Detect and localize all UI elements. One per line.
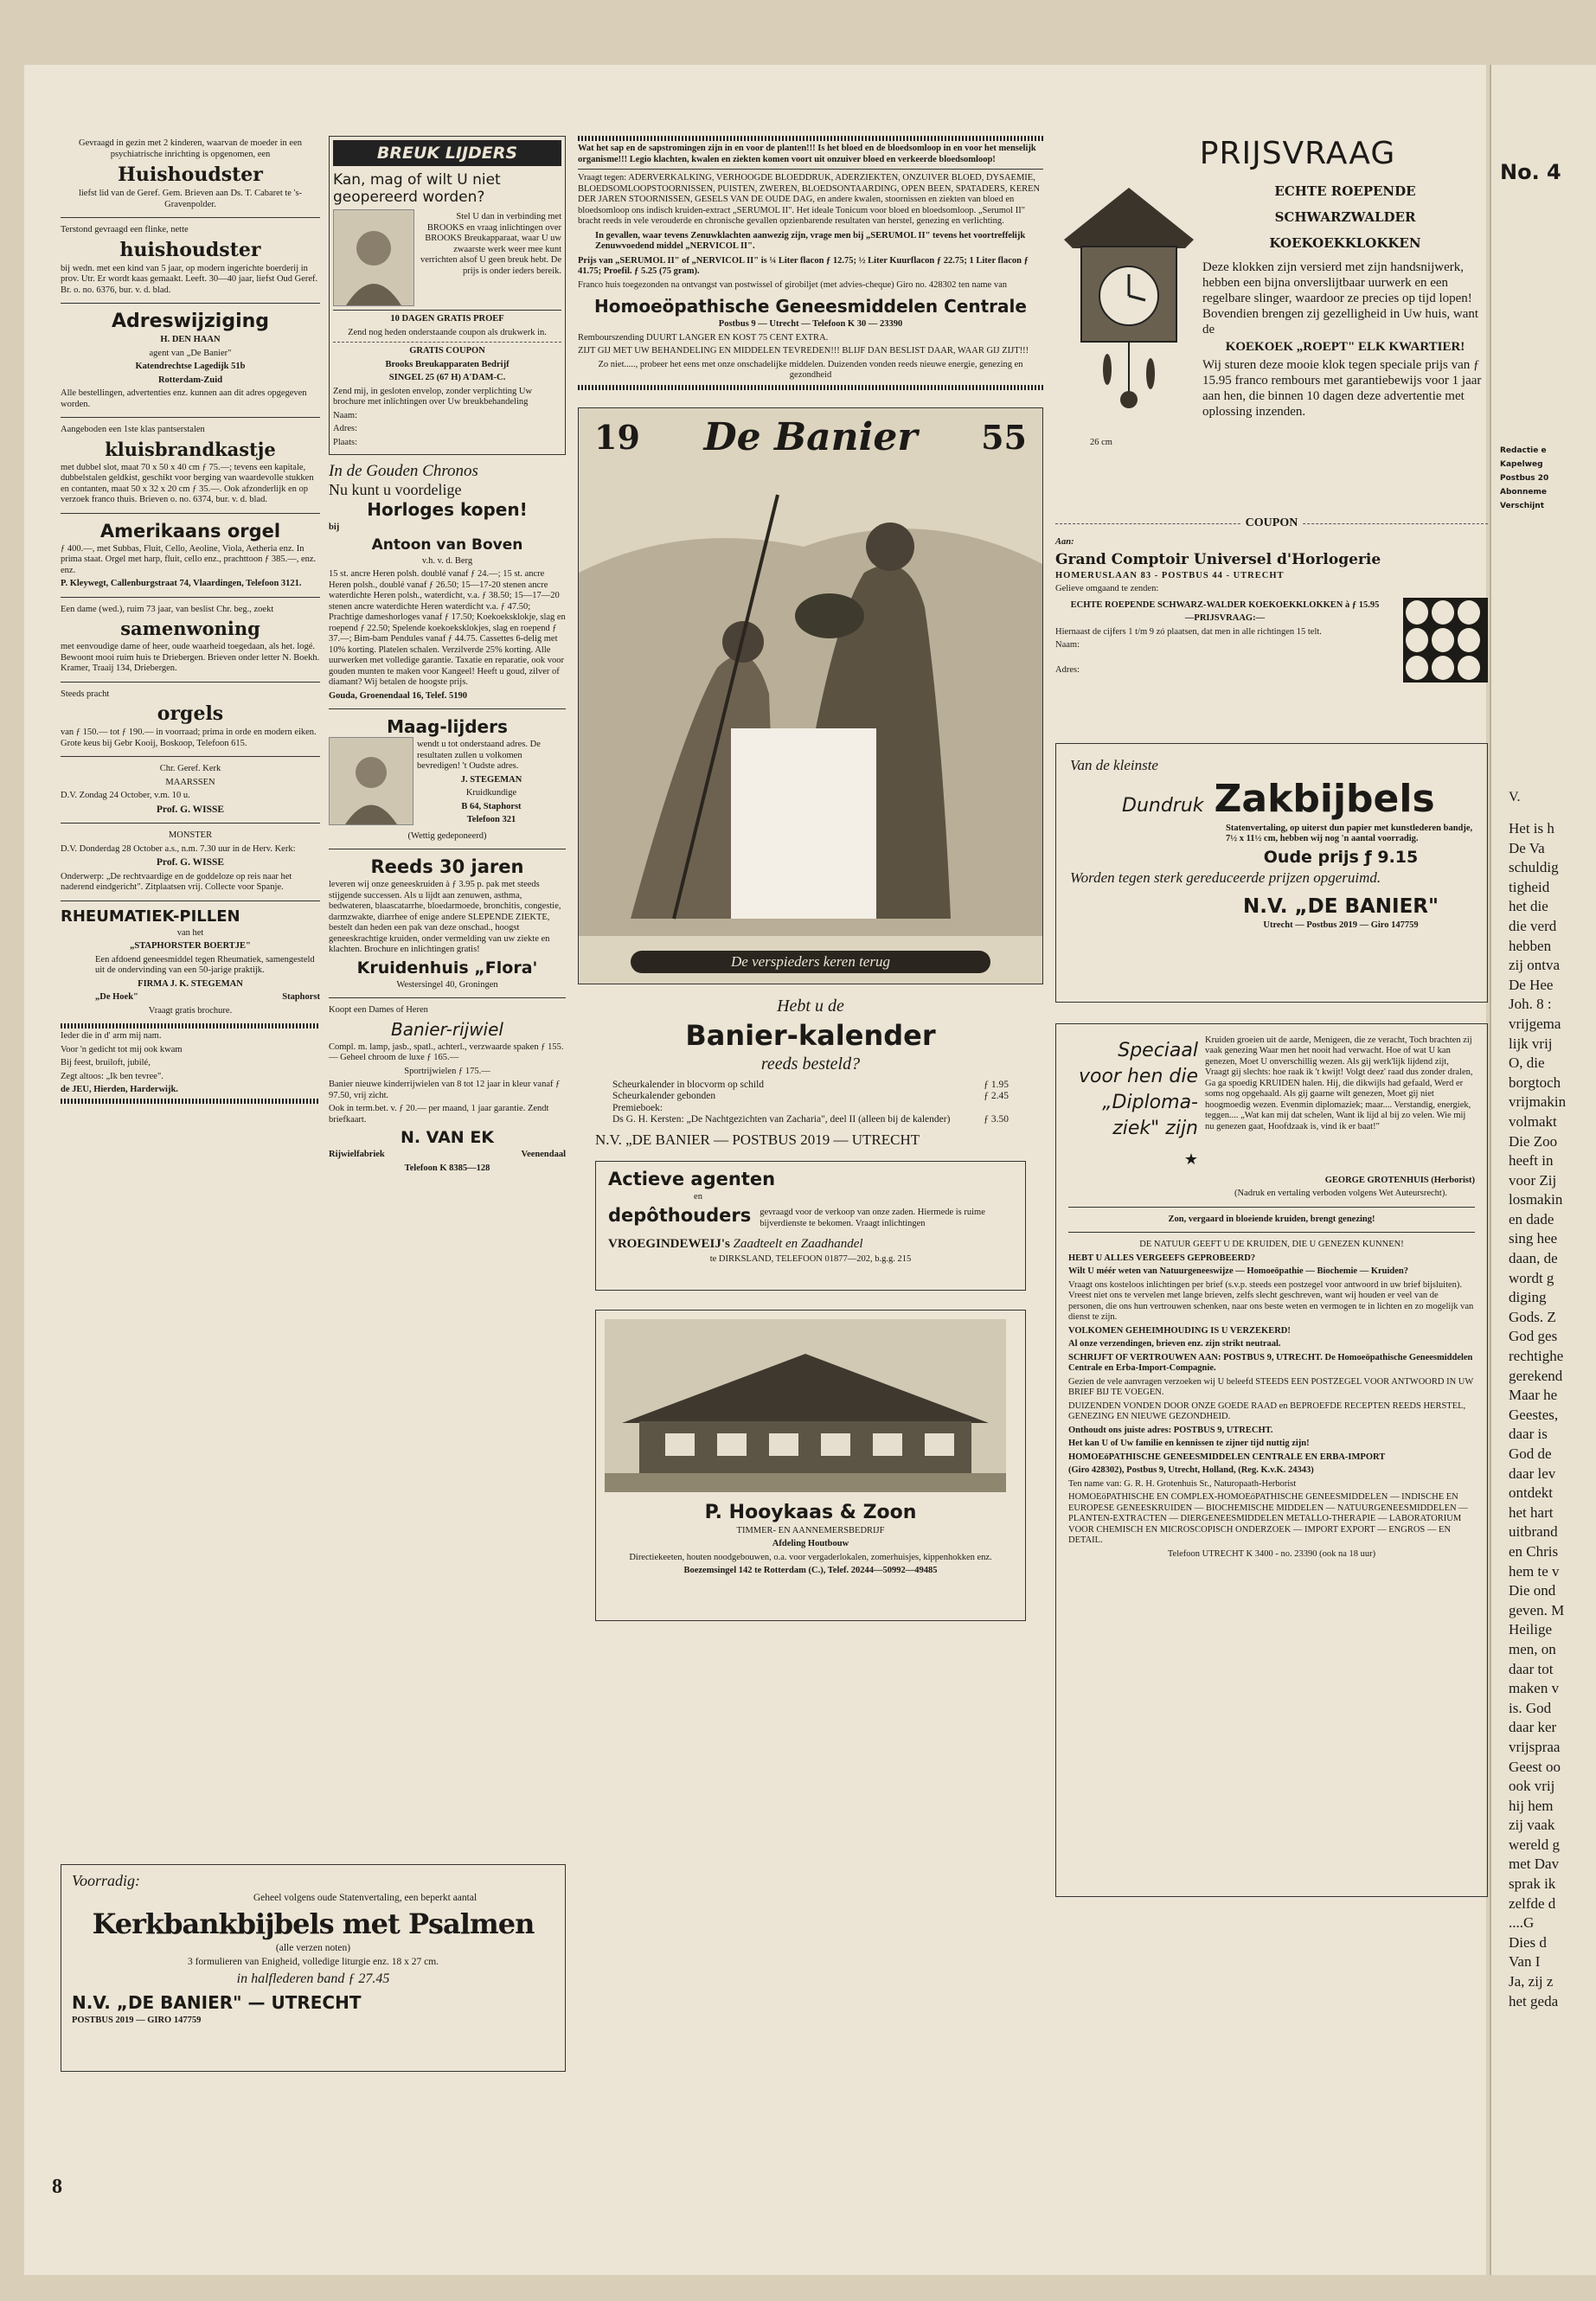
speciaal-duizenden: DUIZENDEN VONDEN DOOR ONZE GOEDE RAAD en BEPROEFDE RECEPTEN REEDS HERSTEL, GENEZING EN NIEUWE GEZONDHEID. [1068, 1400, 1466, 1421]
poem-line-4: Zegt altoos: „Ik ben tevree". [61, 1071, 163, 1081]
chronos-ad [329, 462, 566, 702]
huis2-title: huishoudster [119, 238, 261, 261]
maag-tel: Telefoon 321 [466, 815, 516, 824]
prijsvraag-coupon: COUPON [1240, 516, 1304, 530]
agenten-ad [595, 1161, 1026, 1291]
chronos-head: Horloges kopen! [367, 499, 528, 520]
breuk-coupon-text: Zend mij, in gesloten envelop, zonder verplichting Uw brochure met inlichtingen over Uw breukbehandeling [333, 386, 533, 407]
voorradig-band: in halflederen band ƒ 27.45 [236, 1971, 390, 1986]
spies-illustration-icon [579, 469, 1042, 936]
breuk-proef: 10 DAGEN GRATIS PROEF [390, 314, 504, 324]
serumol-text: Vraagt tegen: ADERVERKALKING, VERHOOGDE BLOEDDRUK, ADERZIEKTEN, ONZUIVER BLOED, DYSAEMIE, BLOEDSOMLOOPSTOORNISSEN, PUISTEN, ZWEREN, BLOEDSONTAARDING, OPEN BEEN, SPATADERS, KEREN DER JAREN STOORNISSEN, GESELS VAN DE OUDE DAG, en andere kwalen, stoornissen en ziekten van bloed en bloedsomloop ons indisch kruiden-extract „SERUMOL II". Het ideale Tonicum voor bloed en bloedsomloop. „Serumol II" bracht reeds in vele verouderde en chronische gevallen opzienbarende resultaten van herstel, genezing en verlichting. [578, 173, 1041, 226]
rijwiel-intro: Koopt een Dames of Heren [329, 1005, 428, 1015]
kerk-date: D.V. Zondag 24 October, v.m. 10 u. [61, 791, 190, 800]
banier-kalender: Banier-kalender [685, 1018, 936, 1052]
next-page-line: tigheid [1509, 878, 1550, 895]
column-right [1055, 136, 1488, 1897]
rheu-firm: FIRMA J. K. STEGEMAN [138, 978, 243, 989]
next-page-line: vrijgema [1509, 1015, 1561, 1032]
speciaal-poem: Kruiden groeien uit de aarde, Menigeen, die ze veracht, Toch brachten zij vaak genezing Waar men het nooit had verwacht. Hoe of wat U kan genezen, Moet U onverschillig wezen. Als gij werk'lijk lijdend zijt, Vraagt gij slechts: hoe raak ik 't kwijt! Volgt deez' raad dus zonder dralen, Ga ga spoedig KRUIDEN halen. Hij, die dikwijls had gefaald, Werd er soms nog opgehaald. Als gij gaarne wilt genezen, Moet gij niet hoogmoedig wezen. Evenmin diplomaziek; maar.... Verstandig, energiek, teggen.... „Wat kan mij dat schelen, Want ik lijd al bij zo velen. Wie mij nu genezen gaat, Hoofdzaak is, vind ik er baat!" [1205, 1035, 1473, 1131]
orgel-title: Amerikaans orgel [99, 520, 281, 542]
next-page-line: De Va [1509, 839, 1545, 856]
speciaal-gezien: Gezien de vele aanvragen verzoeken wij U beleefd STEEDS EEN POSTZEGEL VOOR ANTWOORD IN UW BRIEF BIJ TE VOEGEN. [1068, 1376, 1474, 1397]
samen-title: samenwoning [120, 618, 260, 639]
kluis-intro: Aangeboden een 1ste klas pantserstalen [61, 425, 205, 434]
serumol-price: Prijs van „SERUMOL II" of „NERVICOL II" is ¼ Liter flacon ƒ 12.75; ½ Liter Kuurflacon ƒ 22.75; 1 Liter flacon ƒ 41.75; Proefil. ƒ 5.25 (75 gram). [578, 255, 1029, 276]
next-page-line: voor Zij [1509, 1171, 1557, 1189]
rheu-sub: van het [176, 927, 204, 938]
next-page-postbus: Postbus 20 [1500, 474, 1549, 483]
chronos-name: Antoon van Boven [371, 535, 523, 554]
poem-line-3: Bij feest, bruiloft, jubilé, [61, 1058, 151, 1067]
rheu-place: Staphorst [282, 992, 320, 1002]
hooykaas-name: P. Hooykaas & Zoon [704, 1501, 917, 1523]
speciaal-zon: Zon, vergaard in bloeiende kruiden, brengt genezing! [1168, 1214, 1375, 1224]
kluis-text: met dubbel slot, maat 70 x 50 x 40 cm ƒ 75.—; tevens een kapitale, dubbelstalen geldkist, geschikt voor berging van waardevolle stukken en contanten, maat 50 x 32 x 20 cm ƒ 35.—. Ook afzonderlijk en op verzoek franco thuis. Brieven o. no. 6374, bur. v. d. blad. [61, 462, 314, 504]
next-page-line: Maar he [1509, 1387, 1558, 1404]
chronos-title: In de Gouden Chronos [329, 462, 478, 480]
next-page-line: zij ontva [1509, 957, 1561, 974]
next-page-edge [1490, 65, 1596, 2275]
agenten-addr: te DIRKSLAND, TELEFOON 01877—202, b.g.g. 215 [709, 1254, 912, 1264]
breuk-text: Stel U dan in verbinding met BROOKS en vraag inlichtingen over BROOKS Breukapparaat, waar U uw zwaarste werk weer mee kunt verrichten alsof U geen breuk hebt. De prijs is onder ieders bereik. [420, 212, 561, 276]
rheu-title: RHEUMATIEK-PILLEN [61, 907, 240, 926]
next-page-line: het geda [1509, 1992, 1559, 2009]
next-page-line: het hart [1509, 1503, 1554, 1521]
huis2-intro: Terstond gevraagd een flinke, nette [61, 225, 189, 234]
prijsvraag-ad [1055, 136, 1488, 603]
zakbijbels-worden: Worden tegen sterk gereduceerde prijzen opgeruimd. [1070, 868, 1381, 886]
next-page-line: Gods. Z [1509, 1308, 1556, 1325]
next-page-line: heeft in [1509, 1152, 1554, 1170]
prijsvraag-gelieve: Gelieve omgaand te zenden: [1055, 584, 1159, 593]
column-classifieds [61, 136, 320, 1104]
rijwiel-text1: Compl. m. lamp, jasb., spatl., achterl., verzwaarde spaken ƒ 155.— Geheel chroom de luxe ƒ 165.— [329, 1042, 564, 1062]
prijsvraag-firm: Grand Comptoir Universel d'Horlogerie [1055, 550, 1381, 568]
prijsvraag-adres: Adres: [1055, 664, 1080, 675]
hooykaas-text: Directiekeeten, houten noodgebouwen, o.a. voor vergaderlokalen, zomerhuisjes, kippenhokken enz. [629, 1552, 992, 1562]
prijsvraag-text1: Deze klokken zijn versierd met zijn handsnijwerk, hebben een bijna onverslijtbaar uurwerk en een regelbare slinger, waardoor ze precies op tijd lopen! Bovendien brengen zij gezelligheid in Uw huis, want de [1202, 260, 1479, 336]
agenten-firm: VROEGINDEWEIJ's [608, 1237, 730, 1251]
speciaal-left3: „Diploma- [1102, 1091, 1198, 1113]
banier-masthead: De Banier [703, 414, 918, 459]
kerk-prof2: Prof. G. WISSE [156, 857, 225, 868]
voorradig-text: Geheel volgens oude Statenvertaling, een beperkt aantal [253, 1893, 478, 1903]
speciaal-alonze: Al onze verzendingen, brieven enz. zijn strikt neutraal. [1068, 1339, 1281, 1349]
reeds-title: Reeds 30 jaren [370, 856, 524, 877]
next-page-line: daar is [1509, 1426, 1548, 1443]
rheu-firm2: „De Hoek" [95, 992, 138, 1002]
banier-item1: Scheurkalender in blocvorm op schild [612, 1079, 765, 1090]
prijsvraag-item-price: à ƒ 15.95 [1345, 599, 1380, 610]
next-page-line: daar ker [1509, 1719, 1557, 1736]
next-page-line: en dade [1509, 1210, 1554, 1227]
orgel-text: ƒ 400.—, met Subbas, Fluit, Cello, Aeoline, Viola, Aetheria enz. In prima staat. Orgel met harp, fluit, cello enz., prachttoon ƒ 385.—, enz. enz. [61, 543, 317, 575]
breuk-ad [329, 136, 566, 455]
speciaal-onthoudt: Onthoudt ons juiste adres: POSTBUS 9, UTRECHT. [1068, 1425, 1273, 1435]
zakbijbels-price: Oude prijs ƒ 9.15 [1263, 847, 1419, 867]
agenten-firm2: Zaadteelt en Zaadhandel [733, 1237, 863, 1251]
brooks-portrait-icon [333, 209, 414, 306]
stegeman-portrait-icon [329, 737, 413, 825]
huis1-text: liefst lid van de Geref. Gem. Brieven aan Ds. T. Cabaret te 's-Gravenpolder. [78, 189, 303, 209]
serumol-intro: Wat het sap en de sapstromingen zijn in en voor de planten!!! Is het bloed en de bloedsomloop in en voor het menselijk organisme!!! Legio klachten, kwalen en ziekten komen voort uit onzuiver bloed en verkeerde bloedsomloop! [578, 144, 1036, 164]
chronos-bij: bij [329, 522, 340, 532]
banier-banner: De verspieders keren terug [631, 951, 990, 973]
chronos-vh: v.h. v. d. Berg [421, 555, 473, 566]
poem-line-2: Voor 'n gedicht tot mij ook kwam [61, 1044, 183, 1054]
next-page-line: Van I [1509, 1953, 1541, 1971]
page-number: 8 [52, 2176, 62, 2198]
rijwiel-name: N. VAN EK [400, 1128, 495, 1147]
next-page-line: uitbrand [1509, 1523, 1558, 1541]
speciaal-het: Het kan U of Uw familie en kennissen te zijner tijd nuttig zijn! [1068, 1439, 1310, 1448]
zakbijbels-addr: Utrecht — Postbus 2019 — Giro 147759 [1263, 920, 1419, 930]
orgel-addr: P. Kleywegt, Callenburgstraat 74, Vlaardingen, Telefoon 3121. [61, 579, 302, 588]
breuk-plaats-label: Plaats: [333, 437, 357, 447]
next-page-redactie: Redactie e [1500, 446, 1547, 455]
next-page-line: wordt g [1509, 1269, 1554, 1286]
prijsvraag-line1: ECHTE ROEPENDE [1274, 183, 1416, 199]
next-page-line: vrijmakin [1509, 1093, 1567, 1111]
speciaal-left4: ziek" zijn [1112, 1117, 1198, 1139]
next-page-line: ....G [1509, 1914, 1535, 1932]
zakbijbels-dundruk: Dundruk [1122, 794, 1204, 817]
next-page-line: Joh. 8 : [1509, 996, 1552, 1013]
kerk-prof1: Prof. G. WISSE [156, 804, 225, 815]
voorradig-title: Kerkbankbijbels met Psalmen [92, 1907, 535, 1940]
next-page-line: Heilige [1509, 1621, 1553, 1638]
next-page-text [1509, 819, 1596, 2011]
samen-intro: Een dame (wed.), ruim 73 jaar, van beslist Chr. beg., zoekt [61, 604, 274, 614]
next-page-line: borgtoch [1509, 1074, 1561, 1091]
kerk-city: MAARSSEN [165, 777, 215, 787]
next-page-verschijnt: Verschijnt [1500, 502, 1544, 510]
zakbijbels-van: Van de kleinste [1070, 756, 1158, 773]
next-page-line: hebben [1509, 937, 1552, 954]
serumol-ending: Zo niet....., probeer het eens met onze onschadelijke middelen. Duizenden vonden reeds nieuwe energie, genezing en gezondheid [598, 359, 1023, 380]
next-page-line: ontdekt [1509, 1484, 1553, 1502]
prijsvraag-addr: HOMERUSLAAN 83 - POSTBUS 44 - UTRECHT [1055, 570, 1285, 580]
next-page-line: en Chris [1509, 1542, 1559, 1560]
agenten-en: en [694, 1191, 702, 1202]
speciaal-tel: Telefoon UTRECHT K 3400 - no. 23390 (ook na 18 uur) [1167, 1548, 1376, 1559]
next-page-line: De Hee [1509, 976, 1554, 993]
chronos-text: 15 st. ancre Heren polsh. doublé vanaf ƒ 24.—; 15 st. ancre Heren polsh., doublé vanaf ƒ 26.50; 15—17-20 stenen ancre waterdichte Heren polsh., waterdicht, v.a. ƒ 38.50; 15—17—20 stenen ancre waterdichte Heren waterdicht v.a. ƒ 47.50; Prachtige dameshorloges vanaf ƒ 17.50; Koekoeksklokje, slag en roepend ƒ 22.50; Spelende koekoeksklokjes, slag en roepend ƒ 37.—; Bim-bam Pendules vanaf ƒ 44.75. Cassettes 6-delig met 10% korting. Platelen schalen. Verzilverde 25% korting. Alle uurwerken met volledige garantie. Taxatie en reparatie, ook voor gouden munten te maken voor Kangeel! Heeft u goud, zilver of diamant? Wij betalen de hoogste prijs. [329, 569, 566, 687]
next-page-line: diging [1509, 1289, 1547, 1306]
next-page-line: ook vrij [1509, 1778, 1555, 1795]
prijsvraag-instr: Hiernaast de cijfers 1 t/m 9 zó plaatsen, dat men in alle richtingen 15 telt. [1055, 626, 1322, 637]
speciaal-volkomen: VOLKOMEN GEHEIMHOUDING IS U VERZEKERD! [1068, 1325, 1291, 1336]
breuk-title: BREUK LIJDERS [333, 140, 561, 166]
agenten-title2: depôthouders [608, 1205, 752, 1226]
voorradig-firm: N.V. „DE BANIER" — UTRECHT [72, 1991, 362, 2013]
adres-title: Adreswijziging [111, 311, 270, 332]
kluis-title: kluisbrandkastje [105, 438, 276, 460]
rijwiel-text2: Sportrijwielen ƒ 175.— [404, 1066, 490, 1076]
column-center [578, 136, 1043, 1621]
orgels-intro: Steeds pracht [61, 689, 110, 699]
speciaal-left2: voor hen die [1078, 1065, 1198, 1087]
kerk-text: Onderwerp: „De rechtvaardige en de goddeloze op reis naar het naderend eindgericht". Zitplaatsen vrij. Collecte voor Spanje. [61, 871, 292, 892]
next-page-no: No. 4 [1500, 160, 1561, 184]
next-page-line: zij vaak [1509, 1817, 1555, 1834]
huis1-intro: Gevraagd in gezin met 2 kinderen, waarvan de moeder in een psychiatrische inrichting is opgenomen, een [78, 138, 302, 159]
kerk-name: Chr. Geref. Kerk [159, 764, 221, 773]
puzzle-grid[interactable] [1403, 598, 1488, 683]
maag-title: Maag-lijders [387, 716, 508, 737]
hooykaas-addr: Boezemsingel 142 te Rotterdam (C.), Telef. 20244—50992—49485 [683, 1566, 938, 1575]
rijwiel-title: Banier-rijwiel [391, 1018, 503, 1040]
reeds-firm: Kruidenhuis „Flora' [356, 958, 538, 977]
banier-price3: ƒ 3.50 [984, 1114, 1009, 1125]
maag-ad [329, 716, 566, 842]
voorradig-sub: (alle verzen noten) [275, 1942, 351, 1953]
serumol-firm: Homoeöpathische Geneesmiddelen Centrale [594, 296, 1027, 317]
zakbijbels-firm: N.V. „DE BANIER" [1242, 894, 1439, 918]
next-page-line: O, die [1509, 1054, 1545, 1072]
next-page-line: God de [1509, 1445, 1552, 1462]
banier-kalender-image [578, 407, 1043, 984]
speciaal-author-note: (Nadruk en vertaling verboden volgens Wet Auteursrecht). [1234, 1189, 1447, 1198]
serumol-slogan: ZIJT GIJ MET UW BEHANDELING EN MIDDELEN TEVREDEN!!! BLIJF DAN BESLIST DAAR, WAAR GIJ ZIJT!!! [578, 346, 1029, 356]
next-page-line: rechtighe [1509, 1348, 1564, 1365]
column-ads [329, 136, 566, 1176]
voorradig-spec: 3 formulieren van Enigheid, volledige liturgie enz. 18 x 27 cm. [187, 1957, 439, 1967]
speciaal-ad [1055, 1023, 1488, 1897]
next-page-line: volmakt [1509, 1112, 1557, 1130]
speciaal-left1: Speciaal [1118, 1039, 1198, 1061]
next-page-line: Het is h [1509, 820, 1554, 836]
houten-gebouw-icon [605, 1319, 1006, 1492]
serumol-franco: Franco huis toegezonden na ontvangst van postwissel of girobiljet (met advies-cheque) Giro no. 428302 ten name van [578, 279, 1008, 290]
next-page-line: hem te v [1509, 1562, 1560, 1580]
maag-text: wendt u tot onderstaand adres. De resultaten zullen u volkomen bevredigen! 't Oudste adres. [417, 740, 541, 771]
hooykaas-sub: TIMMER- EN AANNEMERSBEDRIJF [736, 1525, 885, 1535]
speciaal-list: HOMOEöPATHISCHE EN COMPLEX-HOMOEöPATHISCHE GENEESMIDDELEN — INDISCHE EN EUROPESE GENEESKRUIDEN — BIOCHEMISCHE MIDDELEN — NATUURGENEESMIDDELEN — PLANTEN-EXTRACTEN — DIERGENEESMIDDELEN METALLO-THERAPIE — LABORATORIUM VOOR CHEMISCH EN MICROSCOPISCH ONDERZOEK — IMPORT EXPORT — ENGROS — EN DETAIL. [1068, 1492, 1468, 1545]
prijsvraag-text2: Wij sturen deze mooie klok tegen speciale prijs van ƒ 15.95 franco rembours met garantiebewijs voor 1 jaar aan hen, die binnen 10 dagen deze advertentie met oplossing inzenden. [1202, 358, 1482, 419]
serumol-remb: Rembourszending DUURT LANGER EN KOST 75 CENT EXTRA. [578, 332, 829, 343]
star-icon: ★ [1183, 1150, 1198, 1169]
next-page-line: losmakin [1509, 1191, 1563, 1208]
next-page-line: daan, de [1509, 1250, 1558, 1267]
rheu-ask: Vraagt gratis brochure. [148, 1005, 233, 1016]
banier-price1: ƒ 1.95 [984, 1079, 1009, 1090]
breuk-adres-label: Adres: [333, 424, 357, 433]
orgels-text: van ƒ 150.— tot ƒ 190.— in voorraad; prima in orde en modern eiken. Grote keus bij Gebr Kooij, Boskoop, Telefoon 615. [61, 727, 317, 748]
rijwiel-tel: Telefoon K 8385—128 [404, 1163, 490, 1173]
samen-text: met eenvoudige dame of heer, oude waarheid toegedaan, als het. logé. Bewoont mooi ruim huis te Driebergen. Brieven onder letter N. Boekh. Kramer, Traaij 134, Driebergen. [61, 642, 320, 673]
next-page-abonneme: Abonneme [1500, 488, 1547, 497]
huis2-text: bij wedn. met een kind van 5 jaar, op modern ingerichte boerderij in prov. Utr. Er wordt kaas gemaakt. Leeft. 30—40 jaar, liefst Oud Geref. Br. o. no. 6376, bur. v. d. blad. [61, 263, 318, 295]
next-page-line: sing hee [1509, 1230, 1558, 1247]
adres-street: Katendrechtse Lagedijk 51b [135, 362, 246, 371]
zakbijbels-title: Zakbijbels [1214, 776, 1435, 821]
banier-premie: Premieboek: [612, 1102, 663, 1113]
next-page-line: zelfde d [1509, 1894, 1556, 1912]
next-page-line: gerekend [1509, 1367, 1563, 1384]
adres-text: Alle bestellingen, advertenties enz. kunnen aan dit adres opgegeven worden. [61, 388, 307, 409]
maag-addr: B 64, Staphorst [461, 801, 522, 811]
banier-year-right: 55 [981, 417, 1027, 457]
prijsvraag-line3: KOEKOEKKLOKKEN [1269, 235, 1421, 251]
prijsvraag-item: ECHTE ROEPENDE SCHWARZ-WALDER KOEKOEKKLOKKEN [1070, 599, 1343, 610]
next-page-line: Geestes, [1509, 1406, 1559, 1423]
breuk-firm: Brooks Breukapparaten Bedrijf [385, 359, 510, 369]
next-page-line: vrijspraa [1509, 1738, 1561, 1755]
maag-note: (Wettig gedeponeerd) [407, 830, 487, 841]
zakbijbels-ad [1055, 743, 1488, 1003]
next-page-line: Dies d [1509, 1933, 1547, 1951]
prijsvraag-prijs-label: —PRIJSVRAAG:— [1184, 613, 1266, 623]
next-page-line: schuldig [1509, 859, 1559, 876]
serumol-text2: In gevallen, waar tevens Zenuwklachten aanwezig zijn, vrage men bij „SERUMOL II" tevens het voortreffelijk Zenuwvoedend middel „NERVICOL II". [595, 230, 1026, 251]
chronos-sub: Nu kunt u voordelige [329, 481, 462, 498]
prijsvraag-aan: Aan: [1055, 537, 1074, 547]
speciaal-giro: (Giro 428302), Postbus 9, Utrecht, Holland, (Reg. K.v.K. 24343) [1068, 1465, 1314, 1475]
next-page-kapelweg: Kapelweg [1500, 460, 1543, 469]
next-page-line: God ges [1509, 1328, 1558, 1345]
orgels-title: orgels [157, 702, 224, 725]
banier-footer: N.V. „DE BANIER — POSTBUS 2019 — UTRECHT [595, 1131, 920, 1148]
next-page-line: is. God [1509, 1699, 1552, 1716]
next-page-line: met Dav [1509, 1856, 1560, 1873]
next-page-line: daar tot [1509, 1660, 1554, 1677]
next-page-line: Geest oo [1509, 1758, 1561, 1775]
rijwiel-firm: Rijwielfabriek [329, 1150, 385, 1159]
newspaper-page [24, 65, 1486, 2275]
banier-item2: Scheurkalender gebonden [612, 1091, 716, 1101]
agenten-title: Actieve agenten [608, 1168, 776, 1189]
banier-besteld: reeds besteld? [760, 1054, 861, 1074]
next-page-line: die verd [1509, 917, 1557, 934]
breuk-naam-label: Naam: [333, 410, 357, 420]
agenten-text: gevraagd voor de verkoop van onze zaden. Hiermede is ruime bijverdienste te bekomen. Vraagt inlichtingen [760, 1208, 985, 1228]
prijsvraag-line2: SCHWARZWALDER [1274, 209, 1416, 225]
prijsvraag-naam: Naam: [1055, 640, 1080, 650]
reeds-ad [329, 856, 566, 990]
kerk-city2: MONSTER [168, 830, 213, 840]
adres-city: Rotterdam-Zuid [157, 375, 223, 385]
speciaal-heb: HEBT U ALLES VERGEEFS GEPROBEERD? [1068, 1253, 1256, 1263]
banier-price2: ƒ 2.45 [984, 1091, 1009, 1101]
breuk-coupon: GRATIS COUPON [409, 346, 485, 356]
next-page-line: Die Zoo [1509, 1132, 1558, 1150]
maag-name: J. STEGEMAN [460, 774, 522, 785]
reeds-text: leveren wij onze geneeskruiden à ƒ 3.95 p. pak met steeds stijgende successen. Als u lijdt aan zenuwen, asthma, bedwateren, blaascatarrhe, bloedarmoede, bronchitis, congestie, darmzwakte, diarrhee of enige andere SLEPENDE ZIEKTE, bestelt dan heden een pak van deze onschad., hoogst geneeskrachtige kruiden, onder vermelding van uw ziekte en klachten. Brochure en inlichtingen gratis! [329, 880, 561, 954]
hooykaas-ad [595, 1310, 1026, 1621]
zakbijbels-text: Statenvertaling, op uiterst dun papier met kunstlederen bandje, 7½ x 11½ cm, hebben wij nog 'n aantal voorradig. [1226, 823, 1473, 843]
reeds-addr: Westersingel 40, Groningen [396, 979, 498, 990]
rijwiel-place: Veenendaal [521, 1150, 566, 1159]
breuk-firm-addr: SINGEL 25 (67 H) A'DAM-C. [388, 373, 506, 382]
banier-hebt: Hebt u de [777, 996, 844, 1016]
voorradig-label: Voorradig: [72, 1872, 141, 1889]
speciaal-homoeo: HOMOEöPATHISCHE GENEESMIDDELEN CENTRALE EN ERBA-IMPORT [1068, 1452, 1386, 1462]
speciaal-author: GEORGE GROTENHUIS (Herborist) [1324, 1175, 1475, 1185]
next-page-line: sprak ik [1509, 1875, 1556, 1893]
chronos-addr: Gouda, Groenendaal 16, Telef. 5190 [329, 690, 467, 701]
next-page-line: maken v [1509, 1680, 1560, 1697]
kerk-date2: D.V. Donderdag 28 October a.s., n.m. 7.30 uur in de Herv. Kerk: [61, 843, 296, 854]
banier-year-left: 19 [594, 417, 640, 457]
voorradig-ad [61, 1864, 566, 2072]
next-page-line: wereld g [1509, 1836, 1561, 1853]
rijwiel-text4: Ook in term.bet. v. ƒ 20.— per maand, 1 jaar garantie. Zendt briefkaart. [329, 1104, 549, 1125]
rheu-name: „STAPHORSTER BOERTJE" [130, 941, 251, 951]
next-page-line: lijk vrij [1509, 1035, 1553, 1052]
voorradig-postbus: POSTBUS 2019 — GIRO 147759 [72, 2015, 202, 2025]
speciaal-schrijft: SCHRIJFT OF VERTROUWEN AAN: POSTBUS 9, UTRECHT. De Homoeöpathische Geneesmiddelen Centrale en Erba-Import-Compagnie. [1068, 1352, 1473, 1373]
speciaal-vraagt: Vraagt ons kosteloos inlichtingen per brief (s.v.p. steeds een postzegel voor antwoord in uw brief bijsluiten). Vreest niet ons te vervelen met lange brieven, zelfs slecht geschreven, want wij houden er veel van de personen, die ons hun vertrouwen schenken, naar ons beste weten en vermogen te in lichten en zo mogelijk van dienst te zijn. [1068, 1279, 1474, 1322]
speciaal-natuur: DE NATUUR GEEFT U DE KRUIDEN, DIE U GENEZEN KUNNEN! [1139, 1240, 1404, 1249]
koekoekklok-icon [1055, 179, 1202, 413]
next-page-line: geven. M [1509, 1601, 1565, 1618]
next-page-line: het die [1509, 898, 1548, 915]
next-page-line: men, on [1509, 1640, 1556, 1657]
prijsvraag-cm: 26 cm [1090, 438, 1112, 447]
adres-name: H. DEN HAAN [160, 335, 221, 344]
next-page-line: daar lev [1509, 1465, 1556, 1482]
prijsvraag-koekoek: KOEKOEK „ROEPT" ELK KWARTIER! [1225, 340, 1465, 354]
banier-premie-text: Ds G. H. Kersten: „De Nachtgezichten van Zacharia", deel II (alleen bij de kalender) [612, 1114, 951, 1125]
serumol-addr: Postbus 9 — Utrecht — Telefoon K 30 — 23390 [718, 319, 903, 329]
next-page-v: V. [1509, 790, 1521, 804]
prijsvraag-title: PRIJSVRAAG [1199, 136, 1396, 171]
breuk-question: Kan, mag of wilt U niet geopereerd worden? [333, 171, 501, 206]
rijwiel-text3: Banier nieuwe kinderrijwielen van 8 tot 12 jaar in kleur vanaf ƒ 97.50, vrij zicht. [329, 1080, 561, 1100]
speciaal-wilt: Wilt U méér weten van Natuurgeneeswijze — Homoeöpathie — Biochemie — Kruiden? [1068, 1266, 1409, 1276]
rheu-text: Een afdoend geneesmiddel tegen Rheumatiek, samengesteld uit de ondervinding van een 50-jarige praktijk. [95, 954, 315, 975]
next-page-line: Ja, zij z [1509, 1973, 1554, 1990]
adres-agent: agent van „De Banier" [149, 348, 232, 358]
next-page-line: hij hem [1509, 1797, 1554, 1814]
speciaal-tenname: Ten name van: G. R. H. Grotenhuis Sr., Naturopaath-Herborist [1068, 1478, 1297, 1489]
hooykaas-dept: Afdeling Houtbouw [772, 1539, 849, 1548]
poem-signature: de JEU, Hierden, Harderwijk. [61, 1085, 178, 1094]
rijwiel-ad [329, 1005, 566, 1174]
next-page-line: Die ond [1509, 1582, 1556, 1599]
maag-firm: Kruidkundige [465, 788, 517, 798]
breuk-proef-text: Zend nog heden onderstaande coupon als drukwerk in. [348, 327, 547, 337]
huis1-title: Huishoudster [118, 163, 263, 186]
poem-line-1: Ieder die in d' arm mij nam. [61, 1031, 162, 1041]
